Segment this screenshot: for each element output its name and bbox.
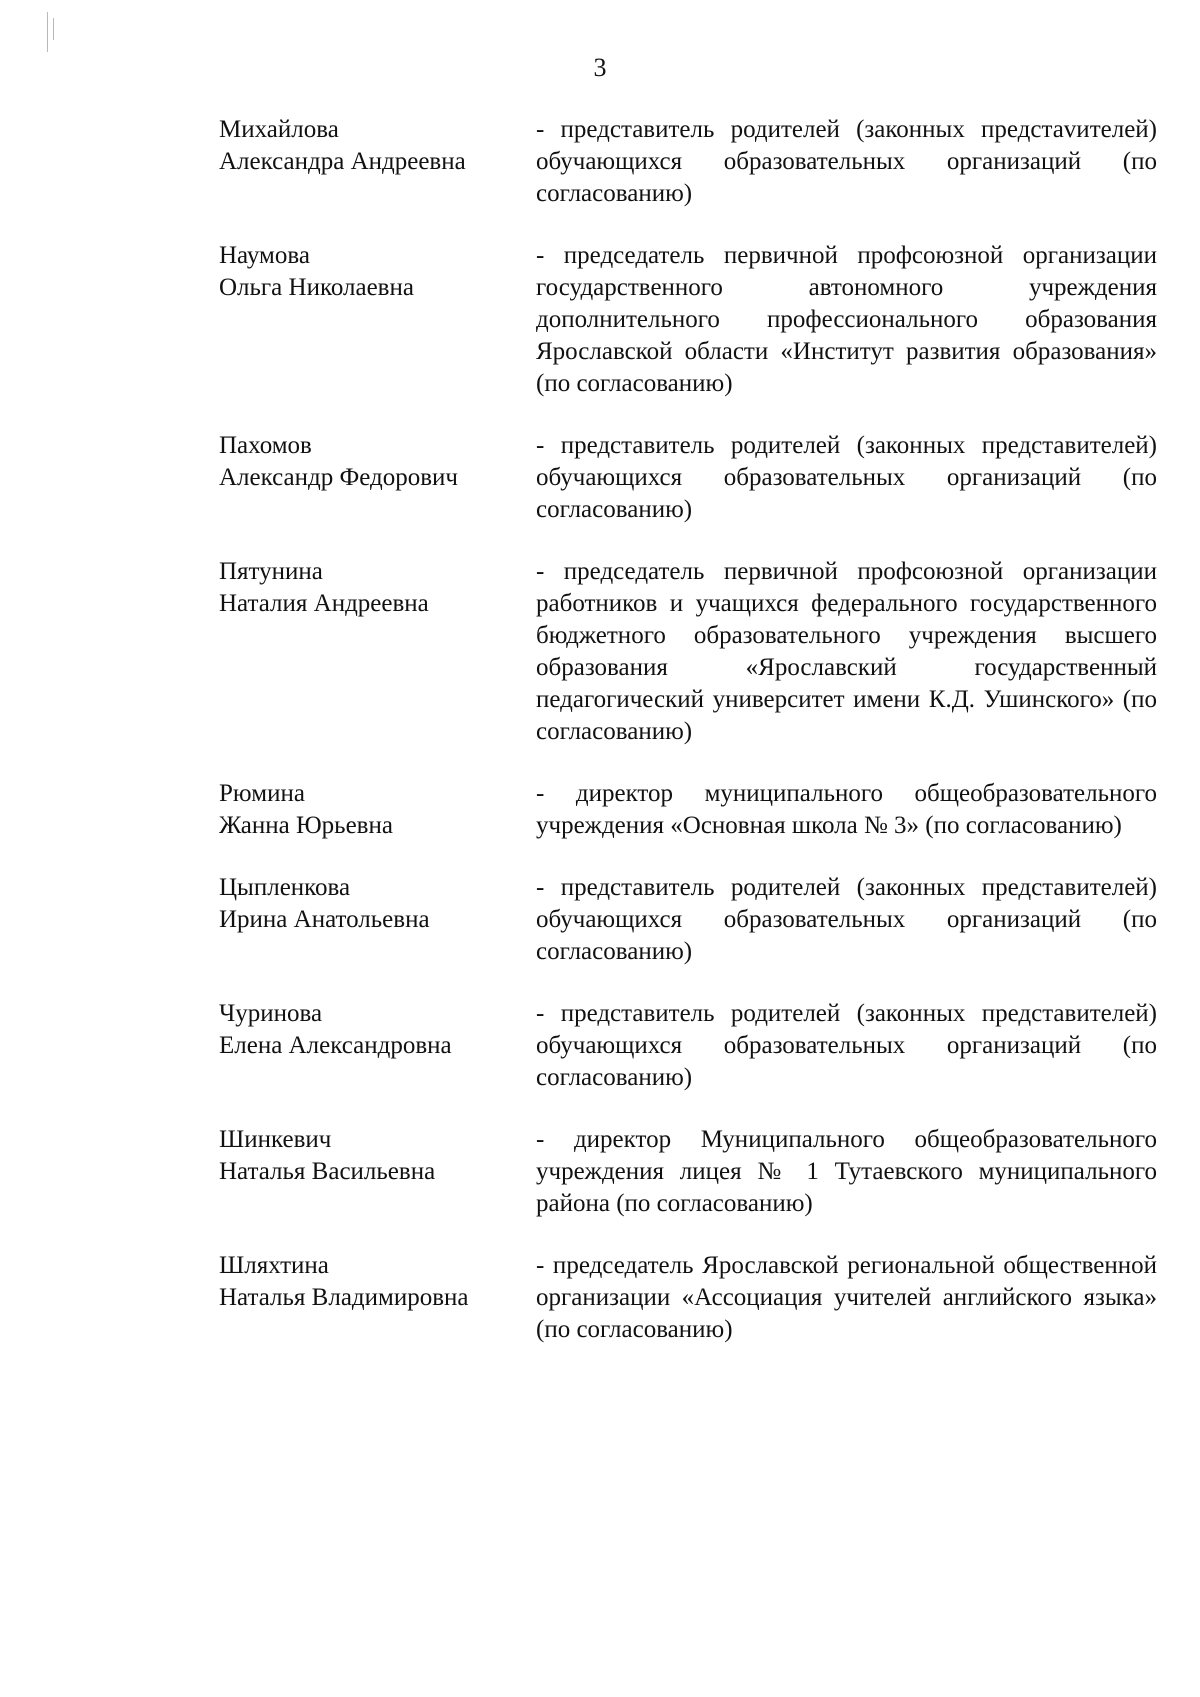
member-given-names: Александр Федорович — [219, 464, 458, 491]
member-entry — [219, 998, 1157, 1094]
member-role: - директор Муниципального общеобразовательного учреждения лицея № 1 Тутаевского муниципального района (по согласованию) — [536, 1126, 1157, 1217]
member-entry — [219, 240, 1157, 400]
member-surname: Наумова — [219, 242, 310, 269]
member-role: - представитель родителей (законных представителей) обучающихся образовательных организаций (по согласованию) — [536, 1000, 1157, 1091]
member-surname: Рюмина — [219, 780, 305, 807]
member-entry — [219, 430, 1157, 526]
member-role: - председатель первичной профсоюзной организации работников и учащихся федерального государственного бюджетного образовательного учреждения высшего образования «Ярославский государственный педагогический университет имени К.Д. Ушинского» (по согласованию) — [536, 558, 1157, 745]
member-name — [219, 872, 536, 936]
member-surname: Пятунина — [219, 558, 323, 585]
member-name — [219, 1250, 536, 1314]
member-role: - председатель Ярославской региональной общественной организации «Ассоциация учителей английского языка» (по согласованию) — [536, 1252, 1157, 1343]
member-surname: Михайлова — [219, 116, 339, 143]
member-name — [219, 240, 536, 304]
member-role: - представитель родителей (законных представителей) обучающихся образовательных организаций (по согласованию) — [536, 874, 1157, 965]
member-entry — [219, 1250, 1157, 1346]
member-name — [219, 998, 536, 1062]
member-given-names: Ирина Анатольевна — [219, 906, 430, 933]
member-entry — [219, 114, 1157, 210]
member-surname: Шинкевич — [219, 1126, 332, 1153]
member-surname: Чуринова — [219, 1000, 323, 1027]
member-name — [219, 556, 536, 620]
page-number: 3 — [593, 53, 607, 82]
member-given-names: Ольга Николаевна — [219, 274, 414, 301]
member-name — [219, 1124, 536, 1188]
scan-edge-mark — [47, 12, 48, 52]
member-given-names: Жанна Юрьевна — [219, 812, 393, 839]
member-given-names: Елена Александровна — [219, 1032, 452, 1059]
member-name — [219, 114, 536, 178]
member-given-names: Наталия Андреевна — [219, 590, 429, 617]
member-surname: Шляхтина — [219, 1252, 329, 1279]
member-role: - директор муниципального общеобразовательного учреждения «Основная школа № 3» (по согласованию) — [536, 780, 1157, 839]
member-entry — [219, 778, 1157, 842]
member-surname: Цыпленкова — [219, 874, 351, 901]
member-given-names: Наталья Владимировна — [219, 1284, 469, 1311]
member-role: - представитель родителей (законных предстаvителей) обучающихся образовательных организаций (по согласованию) — [536, 116, 1157, 207]
member-surname: Пахомов — [219, 432, 312, 459]
member-given-names: Александра Андреевна — [219, 148, 466, 175]
member-entry — [219, 556, 1157, 748]
member-name — [219, 430, 536, 494]
scan-edge-mark — [53, 18, 54, 40]
member-name — [219, 778, 536, 842]
member-entry — [219, 1124, 1157, 1220]
member-given-names: Наталья Васильевна — [219, 1158, 436, 1185]
member-list — [219, 114, 1157, 1376]
member-role: - представитель родителей (законных представителей) обучающихся образовательных организаций (по согласованию) — [536, 432, 1157, 523]
member-role: - председатель первичной профсоюзной организации государственного автономного учреждения дополнительного профессионального образования Ярославской области «Институт развития образования» (по согласованию) — [536, 242, 1157, 397]
member-entry — [219, 872, 1157, 968]
